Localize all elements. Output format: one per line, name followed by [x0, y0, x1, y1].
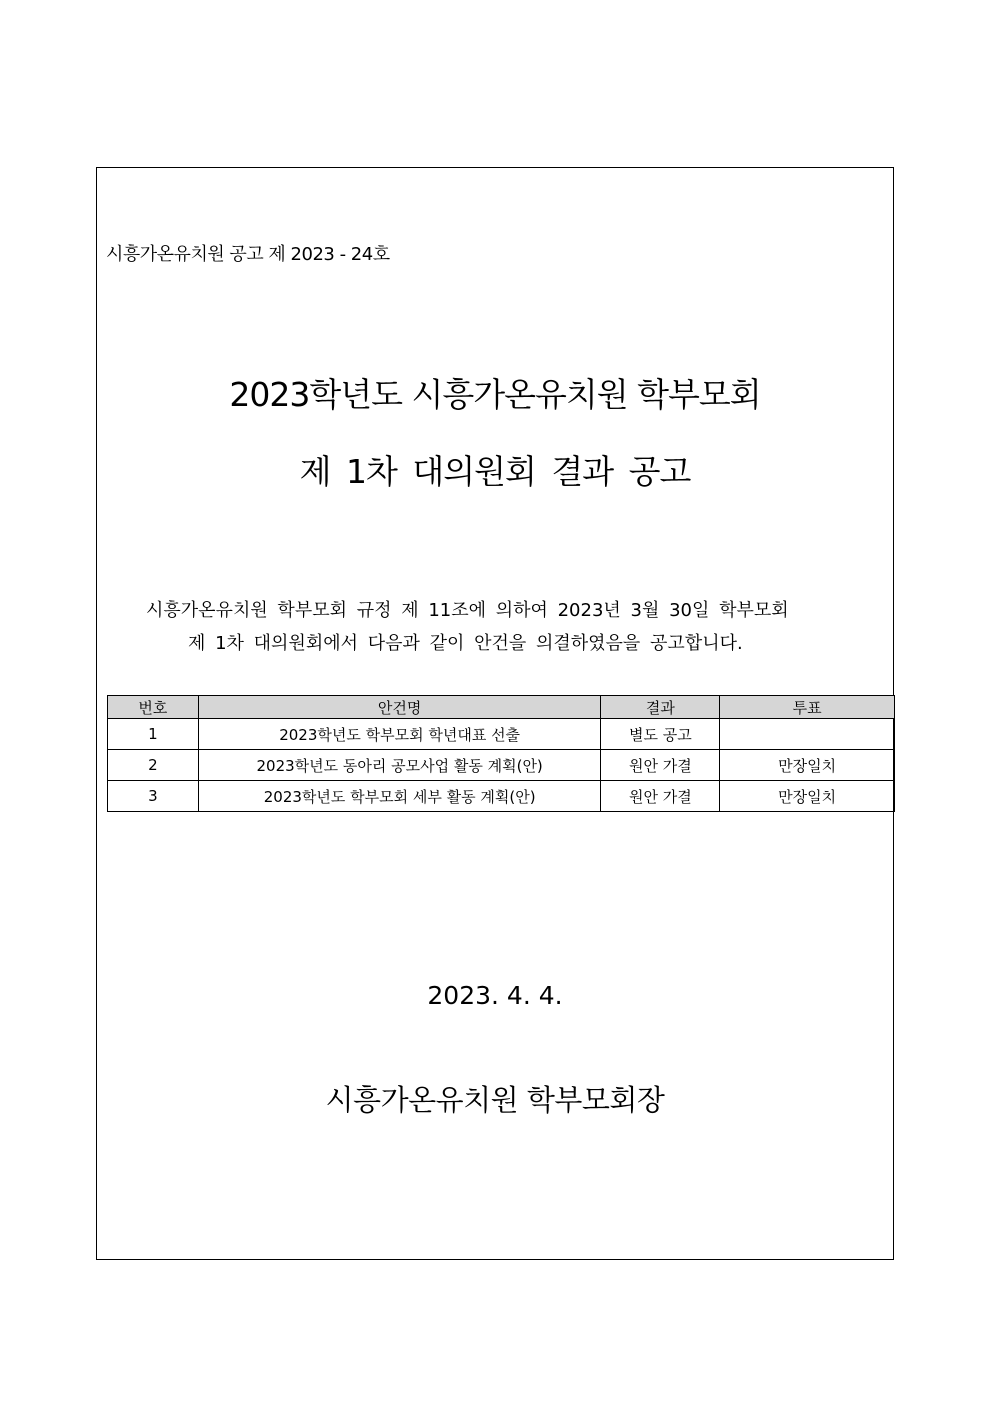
cell-agenda: 2023학년도 학부모회 학년대표 선출 — [198, 719, 601, 750]
cell-result: 원안 가결 — [601, 750, 720, 781]
signer-name: 시흥가온유치원 학부모회장 — [325, 1083, 665, 1117]
cell-vote — [720, 719, 895, 750]
header-number: 번호 — [108, 696, 199, 719]
cell-vote: 만장일치 — [720, 750, 895, 781]
cell-result: 원안 가결 — [601, 781, 720, 812]
body-text-line-2: 제 1차 대의원회에서 다음과 같이 안건을 의결하였음을 공고합니다. — [188, 633, 743, 654]
cell-vote: 만장일치 — [720, 781, 895, 812]
table-header-row — [108, 696, 895, 719]
table-row — [108, 750, 895, 781]
notice-number: 시흥가온유치원 공고 제 2023 - 24호 — [106, 244, 390, 265]
cell-number: 1 — [108, 719, 199, 750]
cell-result: 별도 공고 — [601, 719, 720, 750]
cell-number: 3 — [108, 781, 199, 812]
cell-agenda: 2023학년도 학부모회 세부 활동 계획(안) — [198, 781, 601, 812]
header-result: 결과 — [601, 696, 720, 719]
cell-number: 2 — [108, 750, 199, 781]
table-row — [108, 719, 895, 750]
header-agenda: 안건명 — [198, 696, 601, 719]
notice-title-line-2: 제 1차 대의원회 결과 공고 — [299, 452, 691, 491]
notice-title-line-1: 2023학년도 시흥가온유치원 학부모회 — [229, 375, 761, 414]
agenda-table — [107, 695, 895, 812]
notice-date: 2023. 4. 4. — [427, 981, 563, 1010]
body-text-line-1: 시흥가온유치원 학부모회 규정 제 11조에 의하여 2023년 3월 30일 학부모회 — [146, 600, 789, 621]
cell-agenda: 2023학년도 동아리 공모사업 활동 계획(안) — [198, 750, 601, 781]
header-vote: 투표 — [720, 696, 895, 719]
table-row — [108, 781, 895, 812]
